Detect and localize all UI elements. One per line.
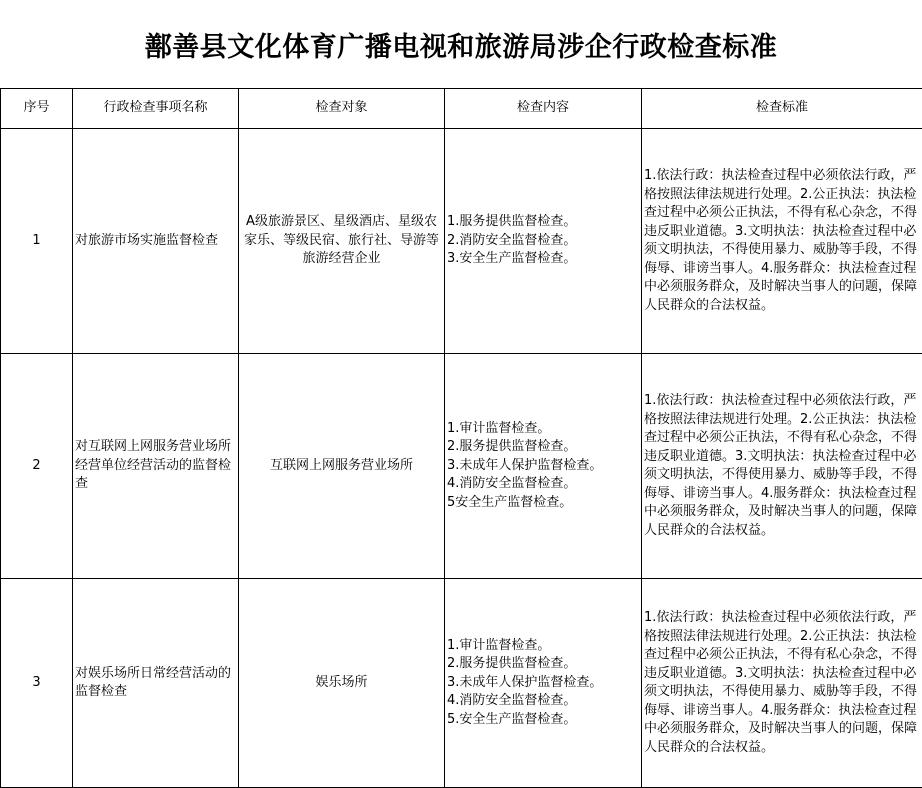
content-line: 2.服务提供监督检查。	[447, 438, 639, 457]
header-seq: 序号	[1, 89, 73, 129]
cell-content	[445, 354, 642, 579]
content-line: 1.审计监督检查。	[447, 420, 639, 439]
cell-seq: 3	[1, 579, 73, 788]
cell-object: 娱乐场所	[239, 579, 445, 788]
header-item: 行政检查事项名称	[73, 89, 239, 129]
table-row	[1, 579, 922, 788]
table-row	[1, 354, 922, 579]
cell-standard: 1.依法行政：执法检查过程中必须依法行政，严格按照法律法规进行处理。2.公正执法：执法检查过程中必须公正执法，不得有私心杂念，不得违反职业道德。3.文明执法：执法检查过程中必须文明执法，不得使用暴力、威胁等手段，不得侮辱、诽谤当事人。4.服务群众：执法检查过程中必须服务群众，及时解决当事人的问题，保障人民群众的合法权益。	[642, 579, 922, 788]
header-content: 检查内容	[445, 89, 642, 129]
content-line: 4.消防安全监督检查。	[447, 692, 639, 711]
cell-item: 对娱乐场所日常经营活动的监督检查	[73, 579, 239, 788]
content-line: 5.安全生产监督检查。	[447, 711, 639, 730]
cell-item: 对旅游市场实施监督检查	[73, 129, 239, 354]
content-line: 1.审计监督检查。	[447, 637, 639, 656]
cell-object: 互联网上网服务营业场所	[239, 354, 445, 579]
header-standard: 检查标准	[642, 89, 922, 129]
content-line: 2.服务提供监督检查。	[447, 655, 639, 674]
cell-content	[445, 579, 642, 788]
cell-object: A级旅游景区、星级酒店、星级农家乐、等级民宿、旅行社、导游等旅游经营企业	[239, 129, 445, 354]
cell-seq: 2	[1, 354, 73, 579]
content-line: 3.未成年人保护监督检查。	[447, 674, 639, 693]
content-line: 3.未成年人保护监督检查。	[447, 457, 639, 476]
content-line: 3.安全生产监督检查。	[447, 250, 639, 269]
cell-seq: 1	[1, 129, 73, 354]
content-line: 5安全生产监督检查。	[447, 494, 639, 513]
cell-standard: 1.依法行政：执法检查过程中必须依法行政，严格按照法律法规进行处理。2.公正执法：执法检查过程中必须公正执法，不得有私心杂念，不得违反职业道德。3.文明执法：执法检查过程中必须文明执法，不得使用暴力、威胁等手段，不得侮辱、诽谤当事人。4.服务群众：执法检查过程中必须服务群众，及时解决当事人的问题，保障人民群众的合法权益。	[642, 354, 922, 579]
document-title: 鄯善县文化体育广播电视和旅游局涉企行政检查标准	[0, 0, 922, 88]
cell-item: 对互联网上网服务营业场所经营单位经营活动的监督检查	[73, 354, 239, 579]
header-object: 检查对象	[239, 89, 445, 129]
cell-standard: 1.依法行政：执法检查过程中必须依法行政，严格按照法律法规进行处理。2.公正执法：执法检查过程中必须公正执法，不得有私心杂念，不得违反职业道德。3.文明执法：执法检查过程中必须文明执法，不得使用暴力、威胁等手段，不得侮辱、诽谤当事人。4.服务群众：执法检查过程中必须服务群众，及时解决当事人的问题，保障人民群众的合法权益。	[642, 129, 922, 354]
cell-content	[445, 129, 642, 354]
inspection-standards-table	[0, 88, 922, 788]
content-line: 4.消防安全监督检查。	[447, 475, 639, 494]
content-line: 2.消防安全监督检查。	[447, 232, 639, 251]
content-line: 1.服务提供监督检查。	[447, 213, 639, 232]
table-row	[1, 129, 922, 354]
table-header-row	[1, 89, 922, 129]
